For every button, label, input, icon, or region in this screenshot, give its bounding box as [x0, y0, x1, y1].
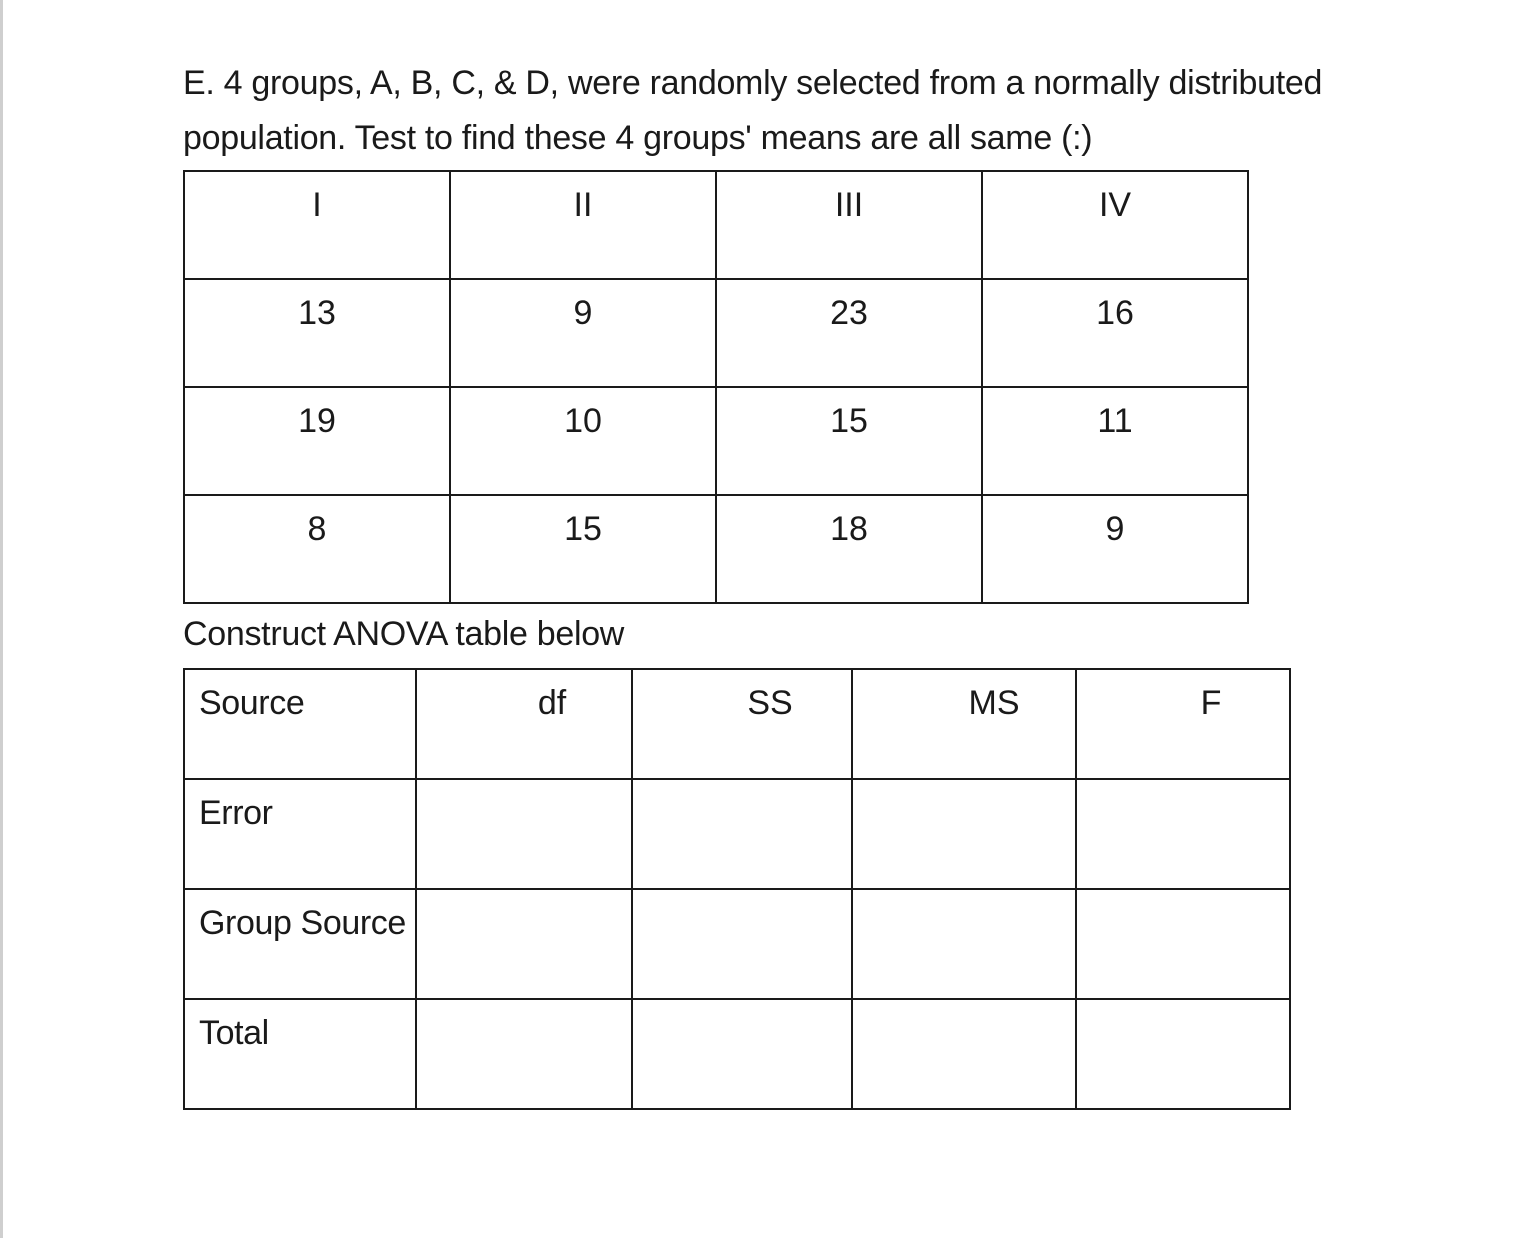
group-data-table	[183, 170, 1249, 604]
anova-answer-cell	[632, 779, 852, 889]
anova-answer-cell	[1076, 889, 1290, 999]
data-table-row	[184, 495, 1248, 603]
anova-answer-cell	[852, 779, 1076, 889]
question-line-1: E. 4 groups, A, B, C, & D, were randomly selected from a normally distributed	[183, 64, 1323, 102]
anova-header-ms: MS	[852, 669, 1076, 779]
data-cell: 16	[982, 279, 1248, 387]
anova-header-row	[184, 669, 1290, 779]
data-cell: 8	[184, 495, 450, 603]
data-cell: 9	[450, 279, 716, 387]
anova-row-label: Error	[184, 779, 416, 889]
anova-row-total	[184, 999, 1290, 1109]
data-header-cell: III	[716, 171, 982, 279]
anova-answer-cell	[632, 889, 852, 999]
anova-row-group-source	[184, 889, 1290, 999]
data-cell: 15	[450, 495, 716, 603]
anova-row-label: Group Source	[184, 889, 416, 999]
anova-answer-cell	[632, 999, 852, 1109]
anova-answer-cell	[416, 779, 632, 889]
anova-row-label: Total	[184, 999, 416, 1109]
data-cell: 13	[184, 279, 450, 387]
data-header-cell: I	[184, 171, 450, 279]
anova-answer-cell	[852, 889, 1076, 999]
data-header-cell: II	[450, 171, 716, 279]
anova-row-error	[184, 779, 1290, 889]
data-cell: 11	[982, 387, 1248, 495]
data-cell: 9	[982, 495, 1248, 603]
question-line-2: population. Test to find these 4 groups' means are all same (:)	[183, 119, 1093, 157]
anova-answer-cell	[1076, 779, 1290, 889]
anova-header-source: Source	[184, 669, 416, 779]
anova-table	[183, 668, 1291, 1110]
data-cell: 10	[450, 387, 716, 495]
data-cell: 23	[716, 279, 982, 387]
anova-header-ss: SS	[632, 669, 852, 779]
anova-answer-cell	[416, 889, 632, 999]
anova-answer-cell	[1076, 999, 1290, 1109]
data-cell: 18	[716, 495, 982, 603]
data-header-cell: IV	[982, 171, 1248, 279]
anova-header-df: df	[416, 669, 632, 779]
data-table-row	[184, 387, 1248, 495]
anova-answer-cell	[852, 999, 1076, 1109]
data-cell: 15	[716, 387, 982, 495]
anova-header-f: F	[1076, 669, 1290, 779]
question-text	[183, 56, 1443, 166]
data-cell: 19	[184, 387, 450, 495]
data-table-header-row	[184, 171, 1248, 279]
anova-caption: Construct ANOVA table below	[183, 615, 625, 653]
data-table-row	[184, 279, 1248, 387]
page-left-edge	[0, 0, 3, 1238]
anova-answer-cell	[416, 999, 632, 1109]
